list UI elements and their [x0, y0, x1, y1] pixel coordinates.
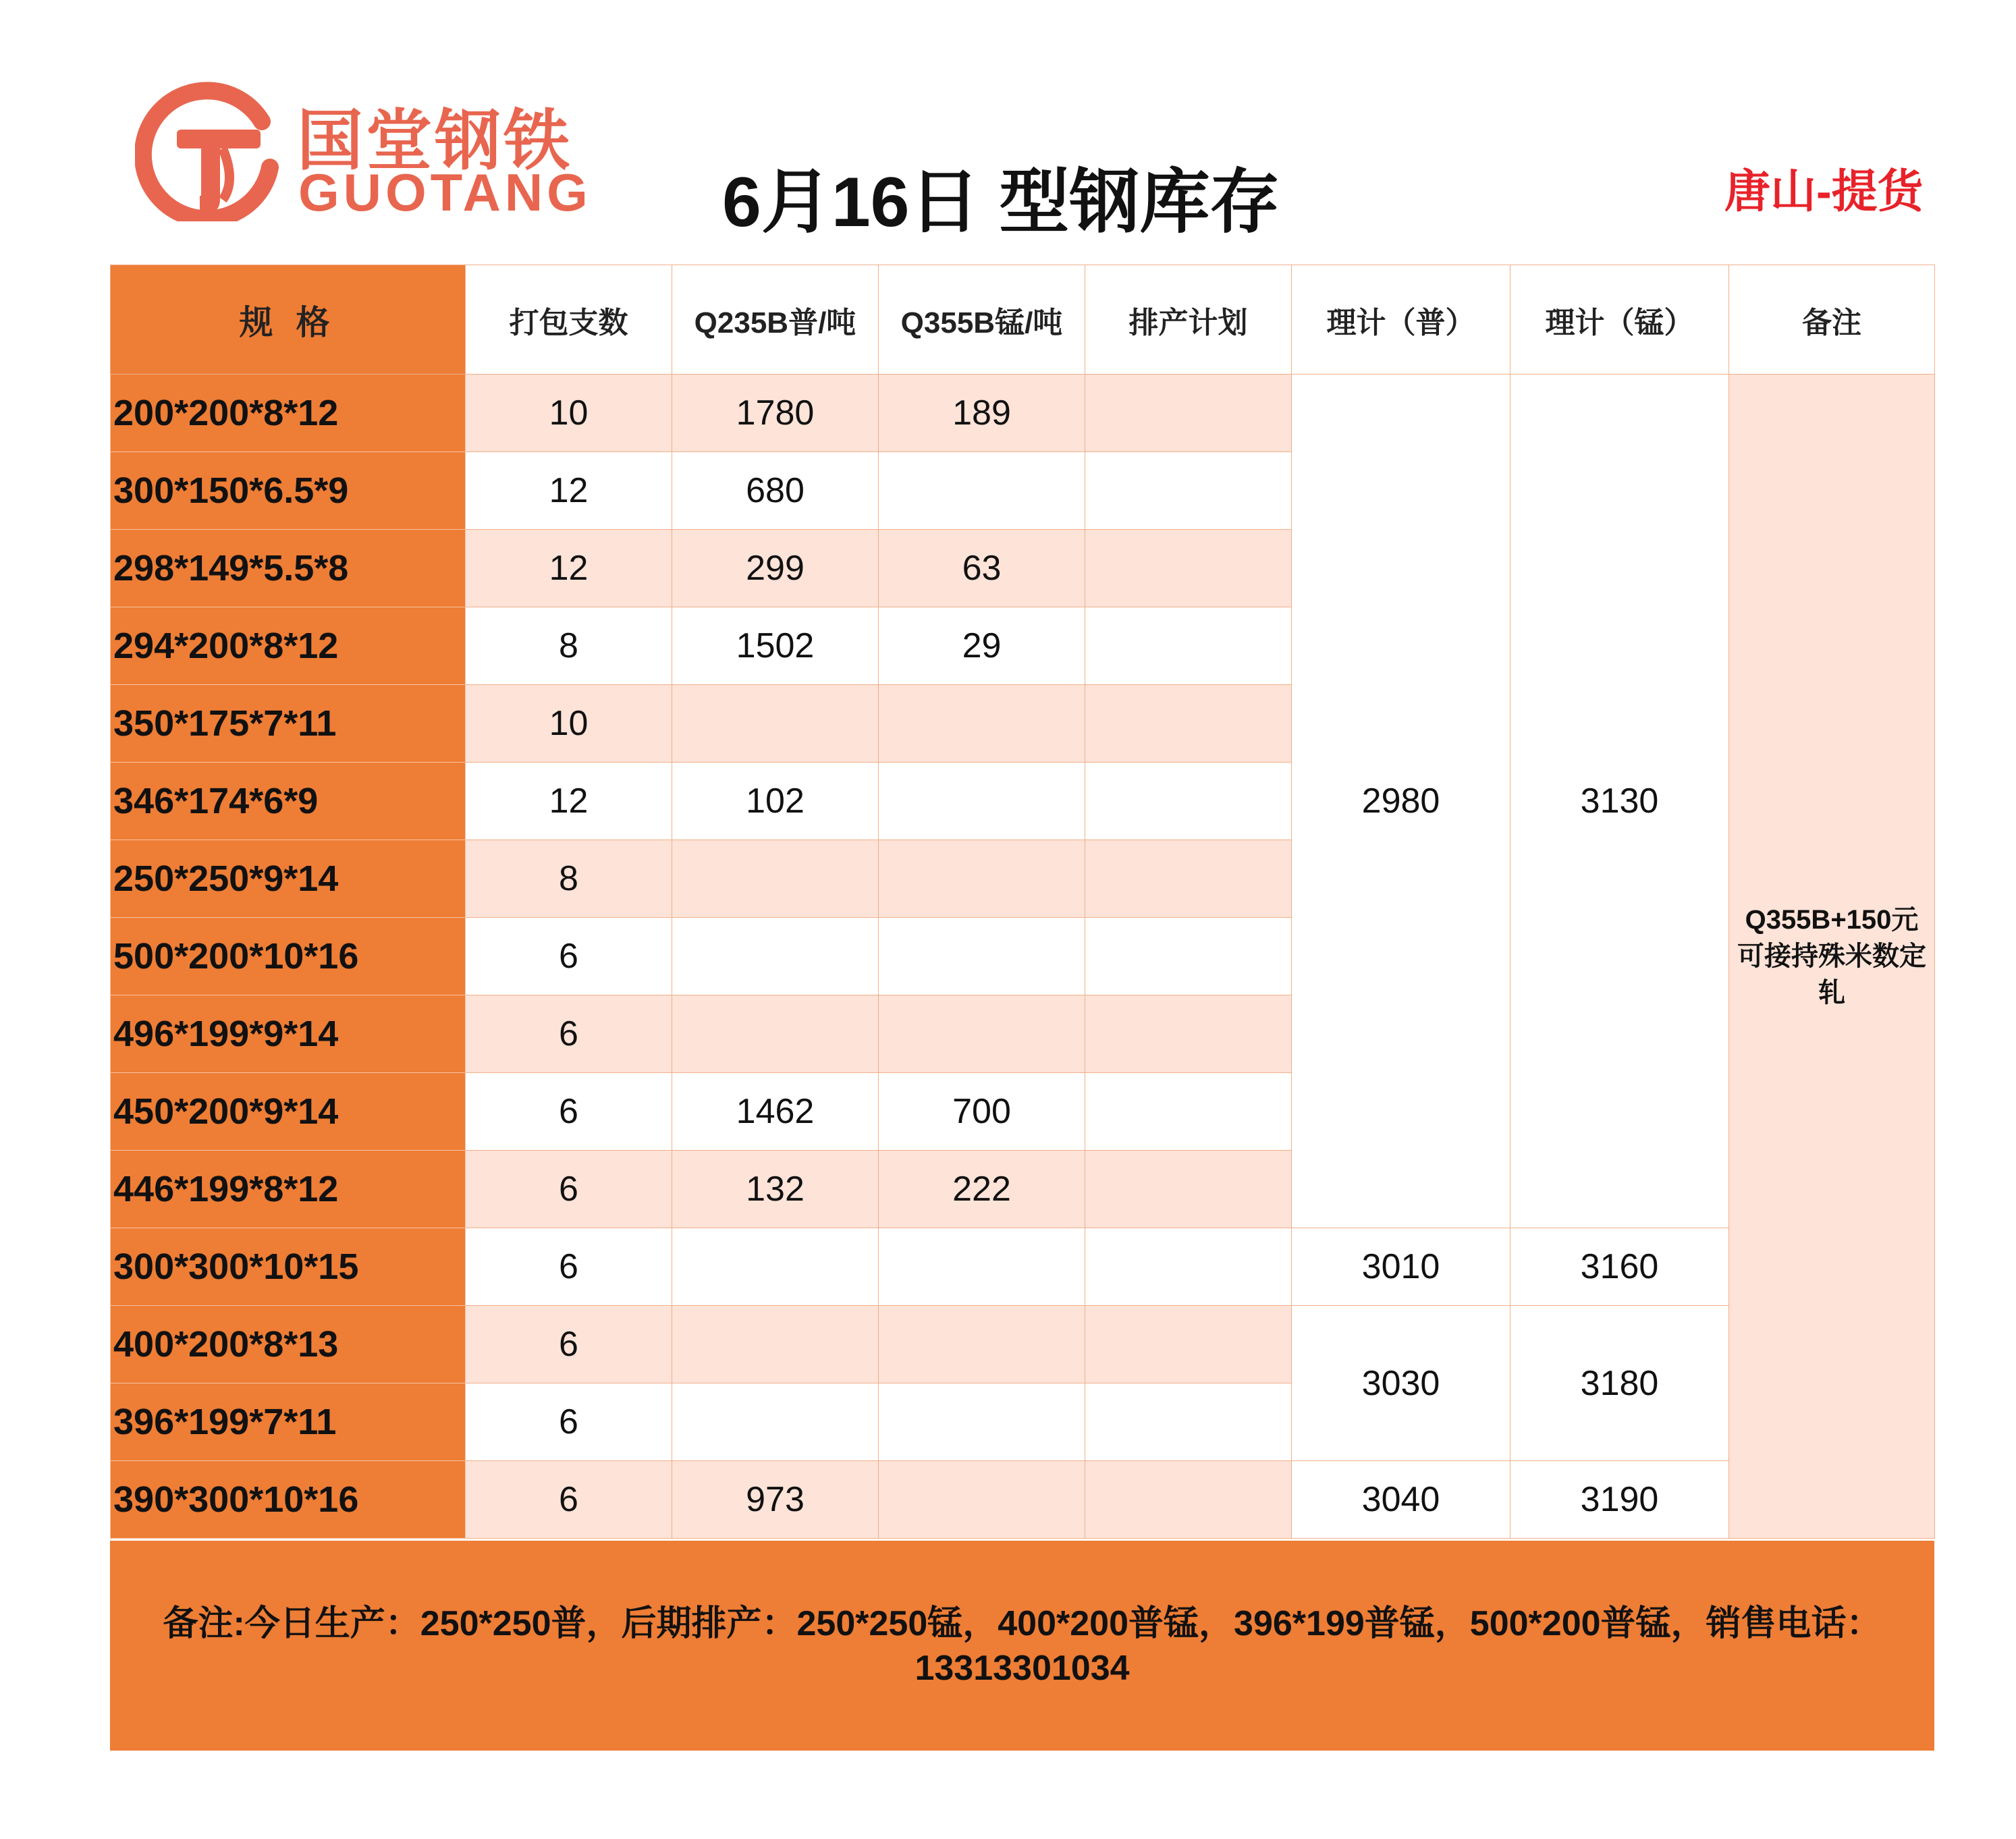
q355-cell — [879, 918, 1085, 995]
q355-cell: 63 — [879, 530, 1085, 607]
theory-meng-cell: 3190 — [1510, 1461, 1729, 1539]
spec-cell: 390*300*10*16 — [111, 1461, 466, 1539]
pack-cell: 12 — [466, 452, 672, 530]
q235-cell: 1502 — [672, 607, 879, 685]
pack-cell: 12 — [466, 530, 672, 607]
plan-cell — [1085, 685, 1292, 763]
q235-cell: 1780 — [672, 375, 879, 452]
plan-cell — [1085, 1306, 1292, 1383]
pack-cell: 6 — [466, 1461, 672, 1539]
pickup-location: 唐山-提货 — [1724, 166, 1924, 217]
pack-cell: 6 — [466, 1228, 672, 1306]
page-title: 6月16日 型钢库存 — [722, 163, 1280, 242]
spec-cell: 450*200*9*14 — [111, 1073, 466, 1151]
spec-cell: 500*200*10*16 — [111, 918, 466, 995]
q355-cell: 189 — [879, 375, 1085, 452]
q235-cell — [672, 840, 879, 918]
spec-cell: 298*149*5.5*8 — [111, 530, 466, 607]
q355-cell — [879, 1228, 1085, 1306]
header-pack-count: 打包支数 — [466, 265, 672, 375]
spec-cell: 346*174*6*9 — [111, 763, 466, 840]
header-q235b: Q235B普/吨 — [672, 265, 879, 375]
table-row — [111, 375, 1935, 452]
pack-cell: 6 — [466, 995, 672, 1073]
q355-cell — [879, 1306, 1085, 1383]
plan-cell — [1085, 1073, 1292, 1151]
q355-cell — [879, 763, 1085, 840]
theory-putong-cell: 3010 — [1292, 1228, 1510, 1306]
page-header — [0, 0, 2016, 256]
pack-cell: 8 — [466, 840, 672, 918]
header-production-plan: 排产计划 — [1085, 265, 1292, 375]
spec-cell: 396*199*7*11 — [111, 1383, 466, 1461]
q235-cell — [672, 1228, 879, 1306]
plan-cell — [1085, 530, 1292, 607]
plan-cell — [1085, 1461, 1292, 1539]
pack-cell: 12 — [466, 763, 672, 840]
q235-cell — [672, 1383, 879, 1461]
q355-cell: 29 — [879, 607, 1085, 685]
plan-cell — [1085, 375, 1292, 452]
theory-meng-cell: 3160 — [1510, 1228, 1729, 1306]
q355-cell — [879, 840, 1085, 918]
q355-cell — [879, 452, 1085, 530]
footer-note-bar — [110, 1541, 1934, 1751]
plan-cell — [1085, 452, 1292, 530]
plan-cell — [1085, 1151, 1292, 1228]
pack-cell: 6 — [466, 918, 672, 995]
plan-cell — [1085, 995, 1292, 1073]
pack-cell: 6 — [466, 1151, 672, 1228]
header-theory-meng: 理计（锰） — [1510, 265, 1729, 375]
spec-cell: 294*200*8*12 — [111, 607, 466, 685]
header-theory-putong: 理计（普） — [1292, 265, 1510, 375]
spec-cell: 400*200*8*13 — [111, 1306, 466, 1383]
q235-cell — [672, 685, 879, 763]
plan-cell — [1085, 1383, 1292, 1461]
q235-cell — [672, 995, 879, 1073]
pack-cell: 6 — [466, 1306, 672, 1383]
brand-name-en: GUOTANG — [298, 163, 592, 222]
theory-putong-cell: 2980 — [1292, 375, 1510, 1228]
guotang-logo-icon — [135, 80, 283, 221]
spec-cell: 200*200*8*12 — [111, 375, 466, 452]
pack-cell: 10 — [466, 375, 672, 452]
spec-cell: 350*175*7*11 — [111, 685, 466, 763]
q235-cell: 680 — [672, 452, 879, 530]
pack-cell: 6 — [466, 1073, 672, 1151]
footer-note: 备注:今日生产：250*250普，后期排产：250*250锰，400*200普锰，396*199普锰，500*200普锰，销售电话：13313301034 — [163, 1603, 1882, 1688]
table-row — [111, 1228, 1935, 1306]
q355-cell: 700 — [879, 1073, 1085, 1151]
q235-cell: 1462 — [672, 1073, 879, 1151]
plan-cell — [1085, 607, 1292, 685]
q235-cell: 973 — [672, 1461, 879, 1539]
theory-meng-cell: 3130 — [1510, 375, 1729, 1228]
spec-cell: 446*199*8*12 — [111, 1151, 466, 1228]
q355-cell: 222 — [879, 1151, 1085, 1228]
theory-putong-cell: 3040 — [1292, 1461, 1510, 1539]
q235-cell: 299 — [672, 530, 879, 607]
q355-cell — [879, 1383, 1085, 1461]
q355-cell — [879, 995, 1085, 1073]
q355-cell — [879, 685, 1085, 763]
plan-cell — [1085, 1228, 1292, 1306]
q235-cell — [672, 918, 879, 995]
remark-cell: Q355B+150元可接持殊米数定轧 — [1729, 375, 1935, 1539]
spec-cell: 250*250*9*14 — [111, 840, 466, 918]
pack-cell: 6 — [466, 1383, 672, 1461]
spec-cell: 300*150*6.5*9 — [111, 452, 466, 530]
plan-cell — [1085, 840, 1292, 918]
pack-cell: 10 — [466, 685, 672, 763]
brand-name-cn: 国堂钢铁 — [297, 103, 573, 177]
q235-cell: 132 — [672, 1151, 879, 1228]
header-remark: 备注 — [1729, 265, 1935, 375]
header-spec: 规 格 — [111, 265, 466, 375]
q355-cell — [879, 1461, 1085, 1539]
spec-cell: 496*199*9*14 — [111, 995, 466, 1073]
header-q355b: Q355B锰/吨 — [879, 265, 1085, 375]
theory-putong-cell: 3030 — [1292, 1306, 1510, 1461]
theory-meng-cell: 3180 — [1510, 1306, 1729, 1461]
q235-cell — [672, 1306, 879, 1383]
table-row — [111, 1461, 1935, 1539]
header-row — [111, 265, 1935, 375]
pack-cell: 8 — [466, 607, 672, 685]
table-row — [111, 1306, 1935, 1383]
plan-cell — [1085, 918, 1292, 995]
q235-cell: 102 — [672, 763, 879, 840]
plan-cell — [1085, 763, 1292, 840]
inventory-table — [110, 265, 1935, 1539]
spec-cell: 300*300*10*15 — [111, 1228, 466, 1306]
